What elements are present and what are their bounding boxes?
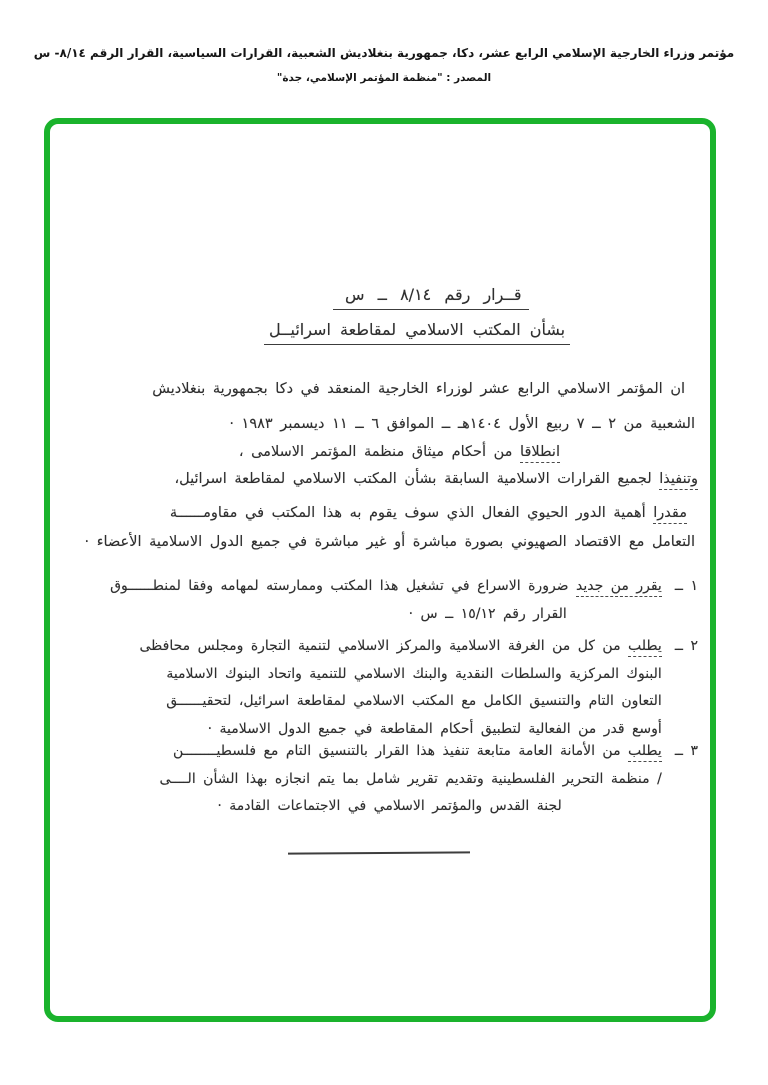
underlined-keyword: مقدرا: [653, 505, 687, 524]
text-line: ان المؤتمر الاسلامي الرابع عشر لوزراء الخارجية المنعقد في دكا بجمهورية بنغلاديش: [152, 381, 685, 397]
text-line: [159, 738, 661, 766]
text-line: لجميع القرارات الاسلامية السابقة بشأن المكتب الاسلامي لمقاطعة اسرائيل،: [174, 471, 652, 487]
text-line: من أحكام ميثاق منظمة المؤتمر الاسلامى ،: [238, 444, 513, 460]
text-line: [85, 499, 695, 528]
clause-number: ٢ ــ: [674, 638, 698, 654]
text-line: أوسع قدر من الفعالية لتطبيق أحكام المقاطعة في جميع الدول الاسلامية ·: [207, 720, 662, 737]
resolution-clause-2: [139, 633, 698, 743]
clause-text: [110, 573, 662, 628]
text-line: أهمية الدور الحيوي الفعال الذي سوف يقوم به هذا المكتب في مقاومــــــة: [169, 505, 646, 521]
underlined-keyword: يطلب: [628, 743, 662, 762]
preamble-opening-paragraph: [152, 372, 695, 442]
text-line: من كل من الغرفة الاسلامية والمركز الاسلامي لتنمية التجارة ومجلس محافظى: [139, 638, 621, 654]
citation-header-line: مؤتمر وزراء الخارجية الإسلامي الرابع عشر، دكا، جمهورية بنغلاديش الشعبية، القرارات السياسية، القرار الرقم ٨/١٤- س: [33, 46, 735, 60]
text-line: الشعبية من ٢ ــ ٧ ربيع الأول ١٤٠٤هـ ــ الموافق ٦ ــ ١١ ديسمبر ١٩٨٣ ·: [229, 416, 695, 432]
preamble-basis-line: [239, 444, 560, 460]
text-line: [139, 633, 661, 661]
underlined-keyword: انطلاقا: [520, 444, 560, 463]
underlined-keyword: يقرر من جديد: [576, 578, 662, 597]
text-line: التعامل مع الاقتصاد الصهيوني بصورة مباشرة أو غير مباشرة في جميع الدول الاسلامية الأعضاء ·: [84, 534, 695, 550]
preamble-appreciation-paragraph: [85, 499, 695, 557]
resolution-clause-1: [110, 573, 698, 628]
resolution-subject-title: بشأن المكتب الاسلامي لمقاطعة اسرائيــل: [264, 320, 570, 345]
text-line: القرار رقم ١٥/١٢ ــ س ·: [408, 605, 567, 622]
clause-number: ١ ــ: [674, 578, 698, 594]
citation-source-line: المصدر : "منظمة المؤتمر الإسلامي، جدة": [276, 72, 492, 84]
underlined-keyword: يطلب: [628, 638, 662, 657]
underlined-keyword: وتنفيذا: [659, 471, 698, 490]
resolution-number-title: قــرار رقم ٨/١٤ ــ س: [333, 285, 529, 310]
text-line: البنوك المركزية والسلطات النقدية والبنك الاسلامي للتنمية واتحاد البنوك الاسلامية: [166, 665, 662, 682]
text-line: من الأمانة العامة متابعة تنفيذ هذا القرار بالتنسيق التام مع فلسطيــــــــن: [173, 743, 621, 759]
text-line: ضرورة الاسراع في تشغيل هذا المكتب وممارسته لمهامه وفقا لمنطــــــوق: [110, 578, 569, 594]
text-line: لجنة القدس والمؤتمر الاسلامي في الاجتماعات القادمة ·: [217, 798, 562, 814]
clause-number: ٣ ــ: [674, 743, 698, 759]
clause-text: [139, 633, 661, 743]
text-line: [110, 573, 662, 601]
closing-divider-line: [288, 851, 470, 854]
clause-text: [159, 738, 661, 821]
preamble-implementation-line: [174, 471, 698, 487]
text-line: / منظمة التحرير الفلسطينية وتقديم تقرير شامل بما يتم انجازه بهذا الشأن الــــى: [159, 770, 662, 787]
resolution-clause-3: [159, 738, 698, 821]
text-line: التعاون التام والتنسيق الكامل مع المكتب الاسلامي لمقاطعة اسرائيل، لتحقيــــــق: [166, 693, 662, 709]
